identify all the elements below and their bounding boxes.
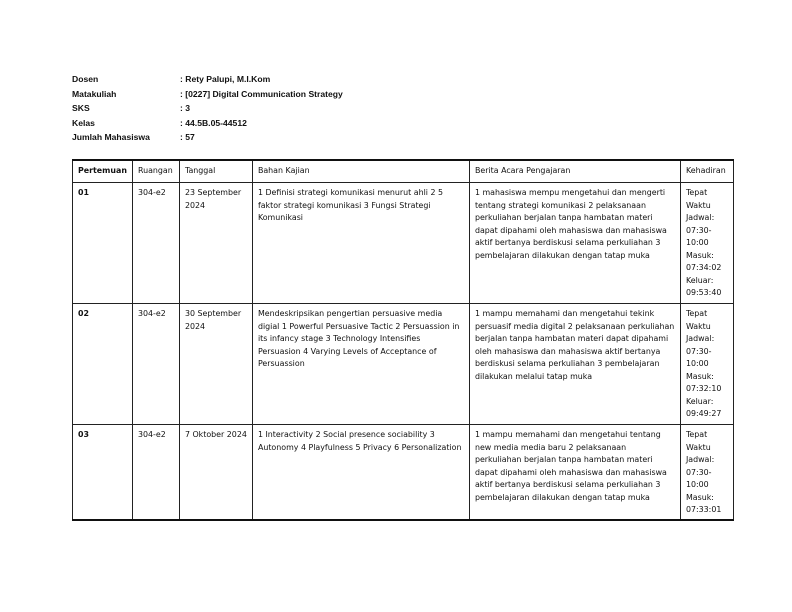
info-row-matakuliah <box>72 87 343 102</box>
cell-berita-acara: 1 mahasiswa mempu mengetahui dan mengerti tentang strategi komunikasi 2 pelaksanaan perkuliahan berjalan tanpa hambatan materi dapat dipahami oleh mahasiswa dan mahasiswa aktif bertanya berdiskusi selama perkuliahan 3 pembelajaran dilakukan dengan tatap muka <box>469 183 680 304</box>
cell-bahan-kajian: 1 Definisi strategi komunikasi menurut ahli 2 5 faktor strategi komunikasi 3 Fungsi Strategi Komunikasi <box>252 183 469 304</box>
cell-bahan-kajian: Mendeskripsikan pengertian persuasive media digial 1 Powerful Persuasive Tactic 2 Persuassion in its infancy stage 3 Technology Intensifies Persuasion 4 Varying Levels of Acceptance of Persuassion <box>252 304 469 425</box>
cell-pertemuan: 02 <box>73 304 133 425</box>
info-label: Jumlah Mahasiswa <box>72 132 150 142</box>
info-label: Dosen <box>72 74 99 84</box>
table-row <box>73 183 734 304</box>
cell-berita-acara: 1 mampu memahami dan mengetahui tekink persuasif media digital 2 pelaksanaan perkuliahan berjalan tanpa hambatan materi dapat dipahami oleh mahasiswa dan mahasiswa aktif bertanya berdiskusi selama perkuliahan 3 pembelajaran dilakukan melalui tatap muka <box>469 304 680 425</box>
header-bahan-kajian: Bahan Kajian <box>252 160 469 183</box>
info-row-jumlah-mahasiswa <box>72 130 343 145</box>
info-value: : 44.5B.05-44512 <box>180 117 247 128</box>
cell-pertemuan: 01 <box>73 183 133 304</box>
cell-kehadiran: Tepat Waktu Jadwal: 07:30-10:00 Masuk: 07:32:10 Keluar: 09:49:27 <box>680 304 733 425</box>
attendance-table <box>72 159 734 521</box>
header-ruangan: Ruangan <box>132 160 179 183</box>
info-label: Kelas <box>72 117 95 128</box>
cell-bahan-kajian: 1 Interactivity 2 Social presence sociability 3 Autonomy 4 Playfulness 5 Privacy 6 Personalization <box>252 425 469 520</box>
cell-tanggal: 23 September 2024 <box>179 183 252 304</box>
course-info <box>72 72 343 145</box>
header-berita-acara: Berita Acara Pengajaran <box>469 160 680 183</box>
table-row <box>73 425 734 520</box>
table-header-row <box>73 160 734 183</box>
cell-ruangan: 304-e2 <box>132 425 179 520</box>
cell-kehadiran: Tepat Waktu Jadwal: 07:30-10:00 Masuk: 07:33:01 <box>680 425 733 520</box>
info-value: : [0227] Digital Communication Strategy <box>180 88 343 99</box>
info-value: : 3 <box>180 103 191 113</box>
info-label: Matakuliah <box>72 88 117 99</box>
cell-tanggal: 7 Oktober 2024 <box>179 425 252 520</box>
cell-ruangan: 304-e2 <box>132 304 179 425</box>
header-pertemuan: Pertemuan <box>73 160 133 183</box>
cell-tanggal: 30 September 2024 <box>179 304 252 425</box>
table-row <box>73 304 734 425</box>
attendance-table-container <box>72 159 734 521</box>
info-value: : Rety Palupi, M.I.Kom <box>180 74 271 84</box>
header-tanggal: Tanggal <box>179 160 252 183</box>
cell-ruangan: 304-e2 <box>132 183 179 304</box>
cell-berita-acara: 1 mampu memahami dan mengetahui tentang new media media baru 2 pelaksanaan perkuliahan berjalan tanpa hambatan materi dapat dipahami oleh mahasiswa dan mahasiswa aktif bertanya berdiskusi selama perkuliahan 3 pembelajaran dilakukan dengan tatap muka <box>469 425 680 520</box>
info-row-sks <box>72 101 343 116</box>
info-label: SKS <box>72 103 90 113</box>
cell-pertemuan: 03 <box>73 425 133 520</box>
header-kehadiran: Kehadiran <box>680 160 733 183</box>
cell-kehadiran: Tepat Waktu Jadwal: 07:30-10:00 Masuk: 07:34:02 Keluar: 09:53:40 <box>680 183 733 304</box>
info-value: : 57 <box>180 132 195 142</box>
info-row-dosen <box>72 72 343 87</box>
info-row-kelas <box>72 116 343 131</box>
